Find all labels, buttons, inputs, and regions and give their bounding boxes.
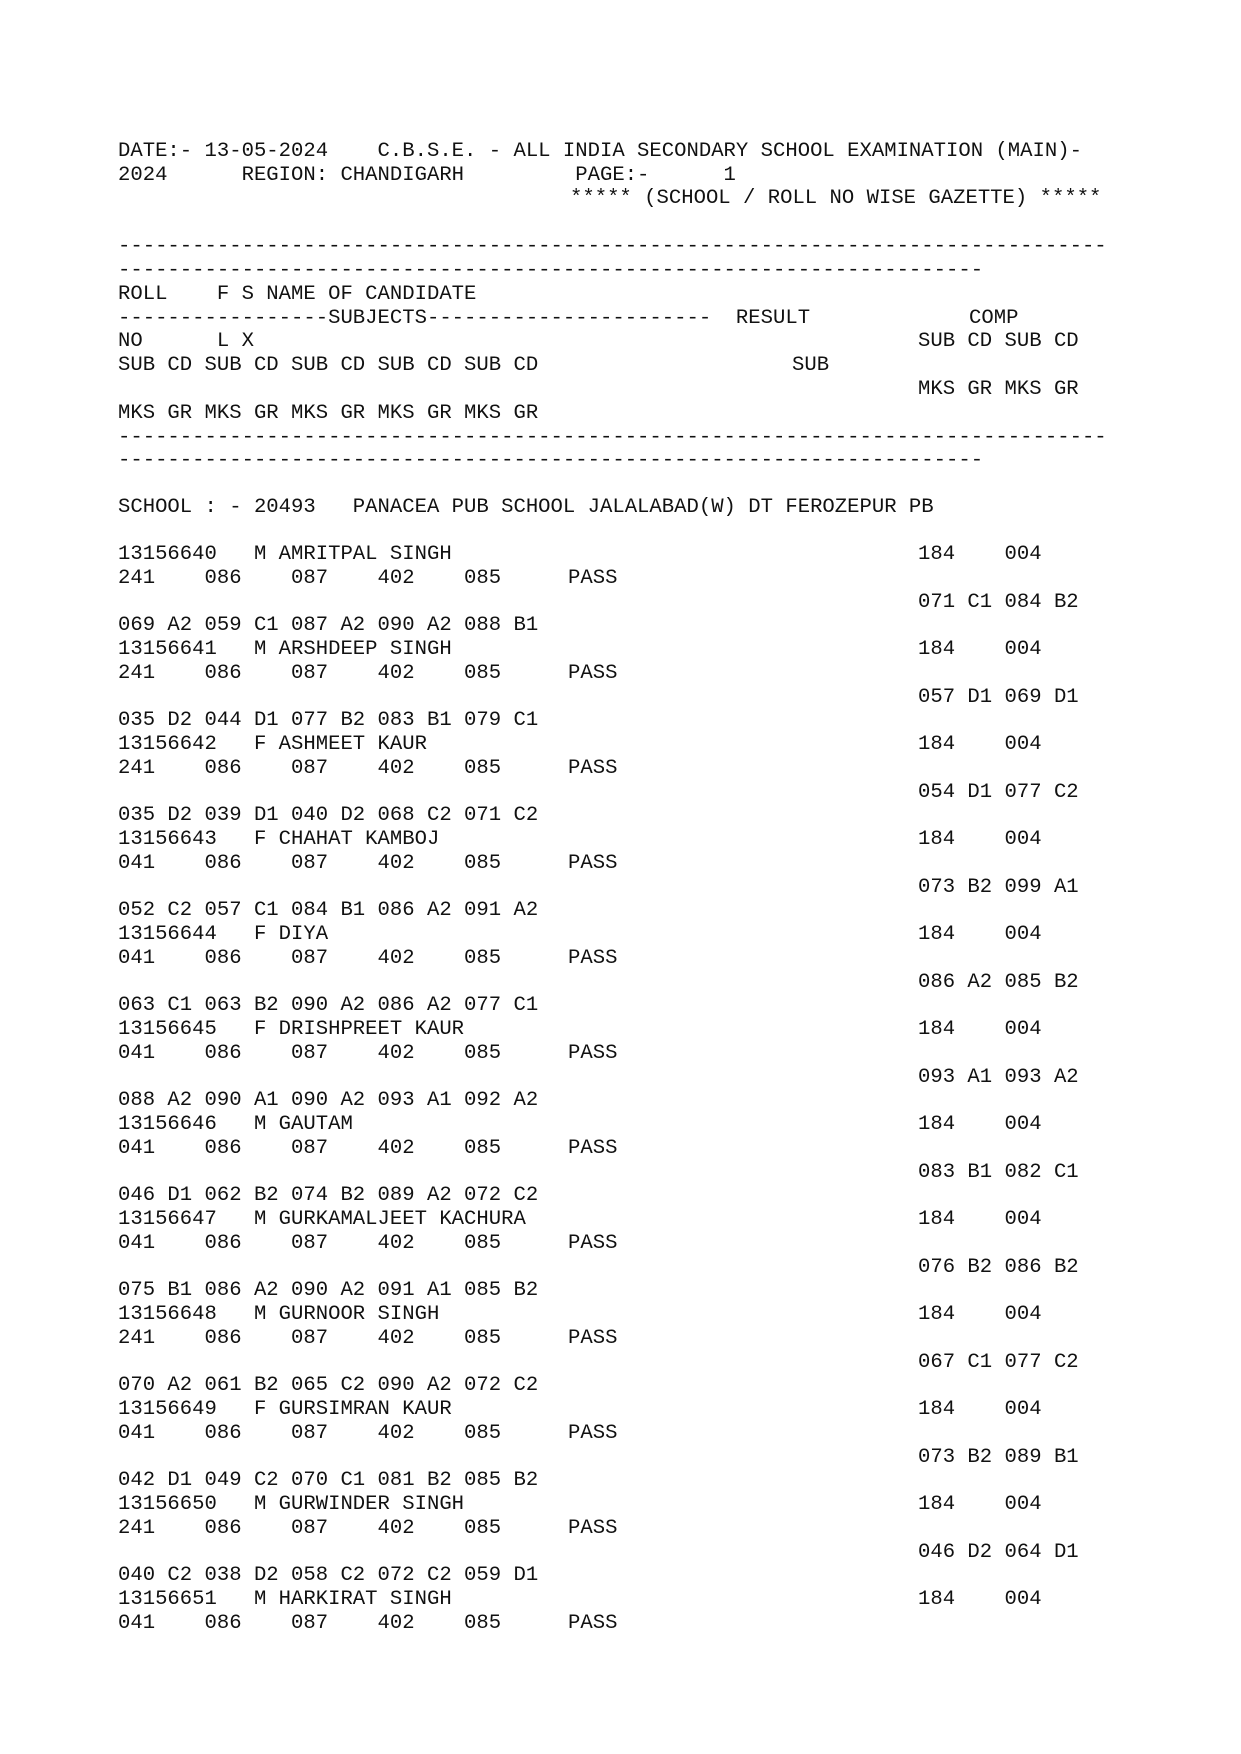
header-gazette-subtitle: ***** (SCHOOL / ROLL NO WISE GAZETTE) *****	[570, 187, 1102, 210]
student-comp-marks: 073 B2 099 A1	[918, 876, 1079, 899]
student-result: PASS	[568, 757, 618, 780]
student-marks-grades: 040 C2 038 D2 058 C2 072 C2 059 D1	[118, 1564, 539, 1587]
student-comp-marks: 057 D1 069 D1	[918, 686, 1079, 709]
student-comp-codes: 184 004	[918, 923, 1042, 946]
column-heading-comp-mks-gr: MKS GR MKS GR	[918, 378, 1079, 401]
rule-short: ----------------------------------------------------------------------	[118, 259, 984, 282]
student-result: PASS	[568, 1517, 618, 1540]
student-comp-marks: 046 D2 064 D1	[918, 1541, 1079, 1564]
student-subject-codes: 041 086 087 402 085	[118, 852, 502, 875]
student-marks-grades: 042 D1 049 C2 070 C1 081 B2 085 B2	[118, 1469, 539, 1492]
header-date-title: DATE:- 13-05-2024 C.B.S.E. - ALL INDIA SECONDARY SCHOOL EXAMINATION (MAIN)-	[118, 140, 1082, 163]
student-marks-grades: 035 D2 039 D1 040 D2 068 C2 071 C2	[118, 804, 539, 827]
student-subject-codes: 041 086 087 402 085	[118, 1137, 502, 1160]
student-comp-marks: 093 A1 093 A2	[918, 1066, 1079, 1089]
student-result: PASS	[568, 662, 618, 685]
student-marks-grades: 069 A2 059 C1 087 A2 090 A2 088 B1	[118, 614, 539, 637]
student-roll-name: 13156644 F DIYA	[118, 923, 329, 946]
student-roll-name: 13156641 M ARSHDEEP SINGH	[118, 638, 452, 661]
student-comp-codes: 184 004	[918, 733, 1042, 756]
rule-long: --------------------------------------------------------------------------------	[118, 235, 1107, 258]
student-comp-marks: 086 A2 085 B2	[918, 971, 1079, 994]
student-roll-name: 13156649 F GURSIMRAN KAUR	[118, 1398, 452, 1421]
student-roll-name: 13156642 F ASHMEET KAUR	[118, 733, 427, 756]
student-result: PASS	[568, 1232, 618, 1255]
student-subject-codes: 041 086 087 402 085	[118, 1612, 502, 1635]
student-roll-name: 13156640 M AMRITPAL SINGH	[118, 543, 452, 566]
column-heading-mks-gr: MKS GR MKS GR MKS GR MKS GR MKS GR	[118, 402, 539, 425]
student-result: PASS	[568, 1042, 618, 1065]
student-subject-codes: 241 086 087 402 085	[118, 567, 502, 590]
student-result: PASS	[568, 1327, 618, 1350]
student-comp-marks: 067 C1 077 C2	[918, 1351, 1079, 1374]
school-line: SCHOOL : - 20493 PANACEA PUB SCHOOL JALALABAD(W) DT FEROZEPUR PB	[118, 496, 934, 519]
student-result: PASS	[568, 947, 618, 970]
student-comp-codes: 184 004	[918, 543, 1042, 566]
student-comp-marks: 073 B2 089 B1	[918, 1446, 1079, 1469]
student-result: PASS	[568, 567, 618, 590]
rule-long: --------------------------------------------------------------------------------	[118, 426, 1107, 449]
student-marks-grades: 063 C1 063 B2 090 A2 086 A2 077 C1	[118, 994, 539, 1017]
student-marks-grades: 046 D1 062 B2 074 B2 089 A2 072 C2	[118, 1184, 539, 1207]
student-comp-codes: 184 004	[918, 828, 1042, 851]
column-heading-no-lx: NO L X	[118, 330, 254, 353]
student-result: PASS	[568, 852, 618, 875]
student-comp-codes: 184 004	[918, 1113, 1042, 1136]
column-heading-comp: COMP	[969, 307, 1019, 330]
student-subject-codes: 041 086 087 402 085	[118, 1232, 502, 1255]
student-marks-grades: 070 A2 061 B2 065 C2 090 A2 072 C2	[118, 1374, 539, 1397]
student-roll-name: 13156646 M GAUTAM	[118, 1113, 353, 1136]
student-result: PASS	[568, 1422, 618, 1445]
student-comp-marks: 083 B1 082 C1	[918, 1161, 1079, 1184]
column-heading-sub: SUB	[792, 354, 830, 377]
student-roll-name: 13156647 M GURKAMALJEET KACHURA	[118, 1208, 526, 1231]
student-comp-marks: 076 B2 086 B2	[918, 1256, 1079, 1279]
student-comp-marks: 054 D1 077 C2	[918, 781, 1079, 804]
student-subject-codes: 041 086 087 402 085	[118, 1422, 502, 1445]
student-comp-codes: 184 004	[918, 1303, 1042, 1326]
column-heading-roll-name: ROLL F S NAME OF CANDIDATE	[118, 283, 477, 306]
student-roll-name: 13156645 F DRISHPREET KAUR	[118, 1018, 465, 1041]
student-result: PASS	[568, 1612, 618, 1635]
student-comp-codes: 184 004	[918, 638, 1042, 661]
student-roll-name: 13156651 M HARKIRAT SINGH	[118, 1588, 452, 1611]
student-subject-codes: 041 086 087 402 085	[118, 1042, 502, 1065]
student-comp-codes: 184 004	[918, 1493, 1042, 1516]
column-heading-comp-sub-cd: SUB CD SUB CD	[918, 330, 1079, 353]
student-comp-codes: 184 004	[918, 1208, 1042, 1231]
column-heading-sub-cd: SUB CD SUB CD SUB CD SUB CD SUB CD	[118, 354, 539, 377]
header-year-region-page: 2024 REGION: CHANDIGARH PAGE:- 1	[118, 164, 736, 187]
student-comp-codes: 184 004	[918, 1398, 1042, 1421]
student-marks-grades: 088 A2 090 A1 090 A2 093 A1 092 A2	[118, 1089, 539, 1112]
student-marks-grades: 052 C2 057 C1 084 B1 086 A2 091 A2	[118, 899, 539, 922]
student-marks-grades: 075 B1 086 A2 090 A2 091 A1 085 B2	[118, 1279, 539, 1302]
student-subject-codes: 241 086 087 402 085	[118, 757, 502, 780]
student-roll-name: 13156648 M GURNOOR SINGH	[118, 1303, 440, 1326]
student-subject-codes: 241 086 087 402 085	[118, 662, 502, 685]
student-subject-codes: 241 086 087 402 085	[118, 1327, 502, 1350]
student-roll-name: 13156650 M GURWINDER SINGH	[118, 1493, 465, 1516]
rule-short: ----------------------------------------------------------------------	[118, 449, 984, 472]
student-subject-codes: 241 086 087 402 085	[118, 1517, 502, 1540]
student-result: PASS	[568, 1137, 618, 1160]
student-comp-codes: 184 004	[918, 1018, 1042, 1041]
student-comp-codes: 184 004	[918, 1588, 1042, 1611]
student-subject-codes: 041 086 087 402 085	[118, 947, 502, 970]
student-comp-marks: 071 C1 084 B2	[918, 591, 1079, 614]
student-roll-name: 13156643 F CHAHAT KAMBOJ	[118, 828, 440, 851]
column-heading-subjects-result: -----------------SUBJECTS----------------------- RESULT	[118, 307, 811, 330]
student-marks-grades: 035 D2 044 D1 077 B2 083 B1 079 C1	[118, 709, 539, 732]
